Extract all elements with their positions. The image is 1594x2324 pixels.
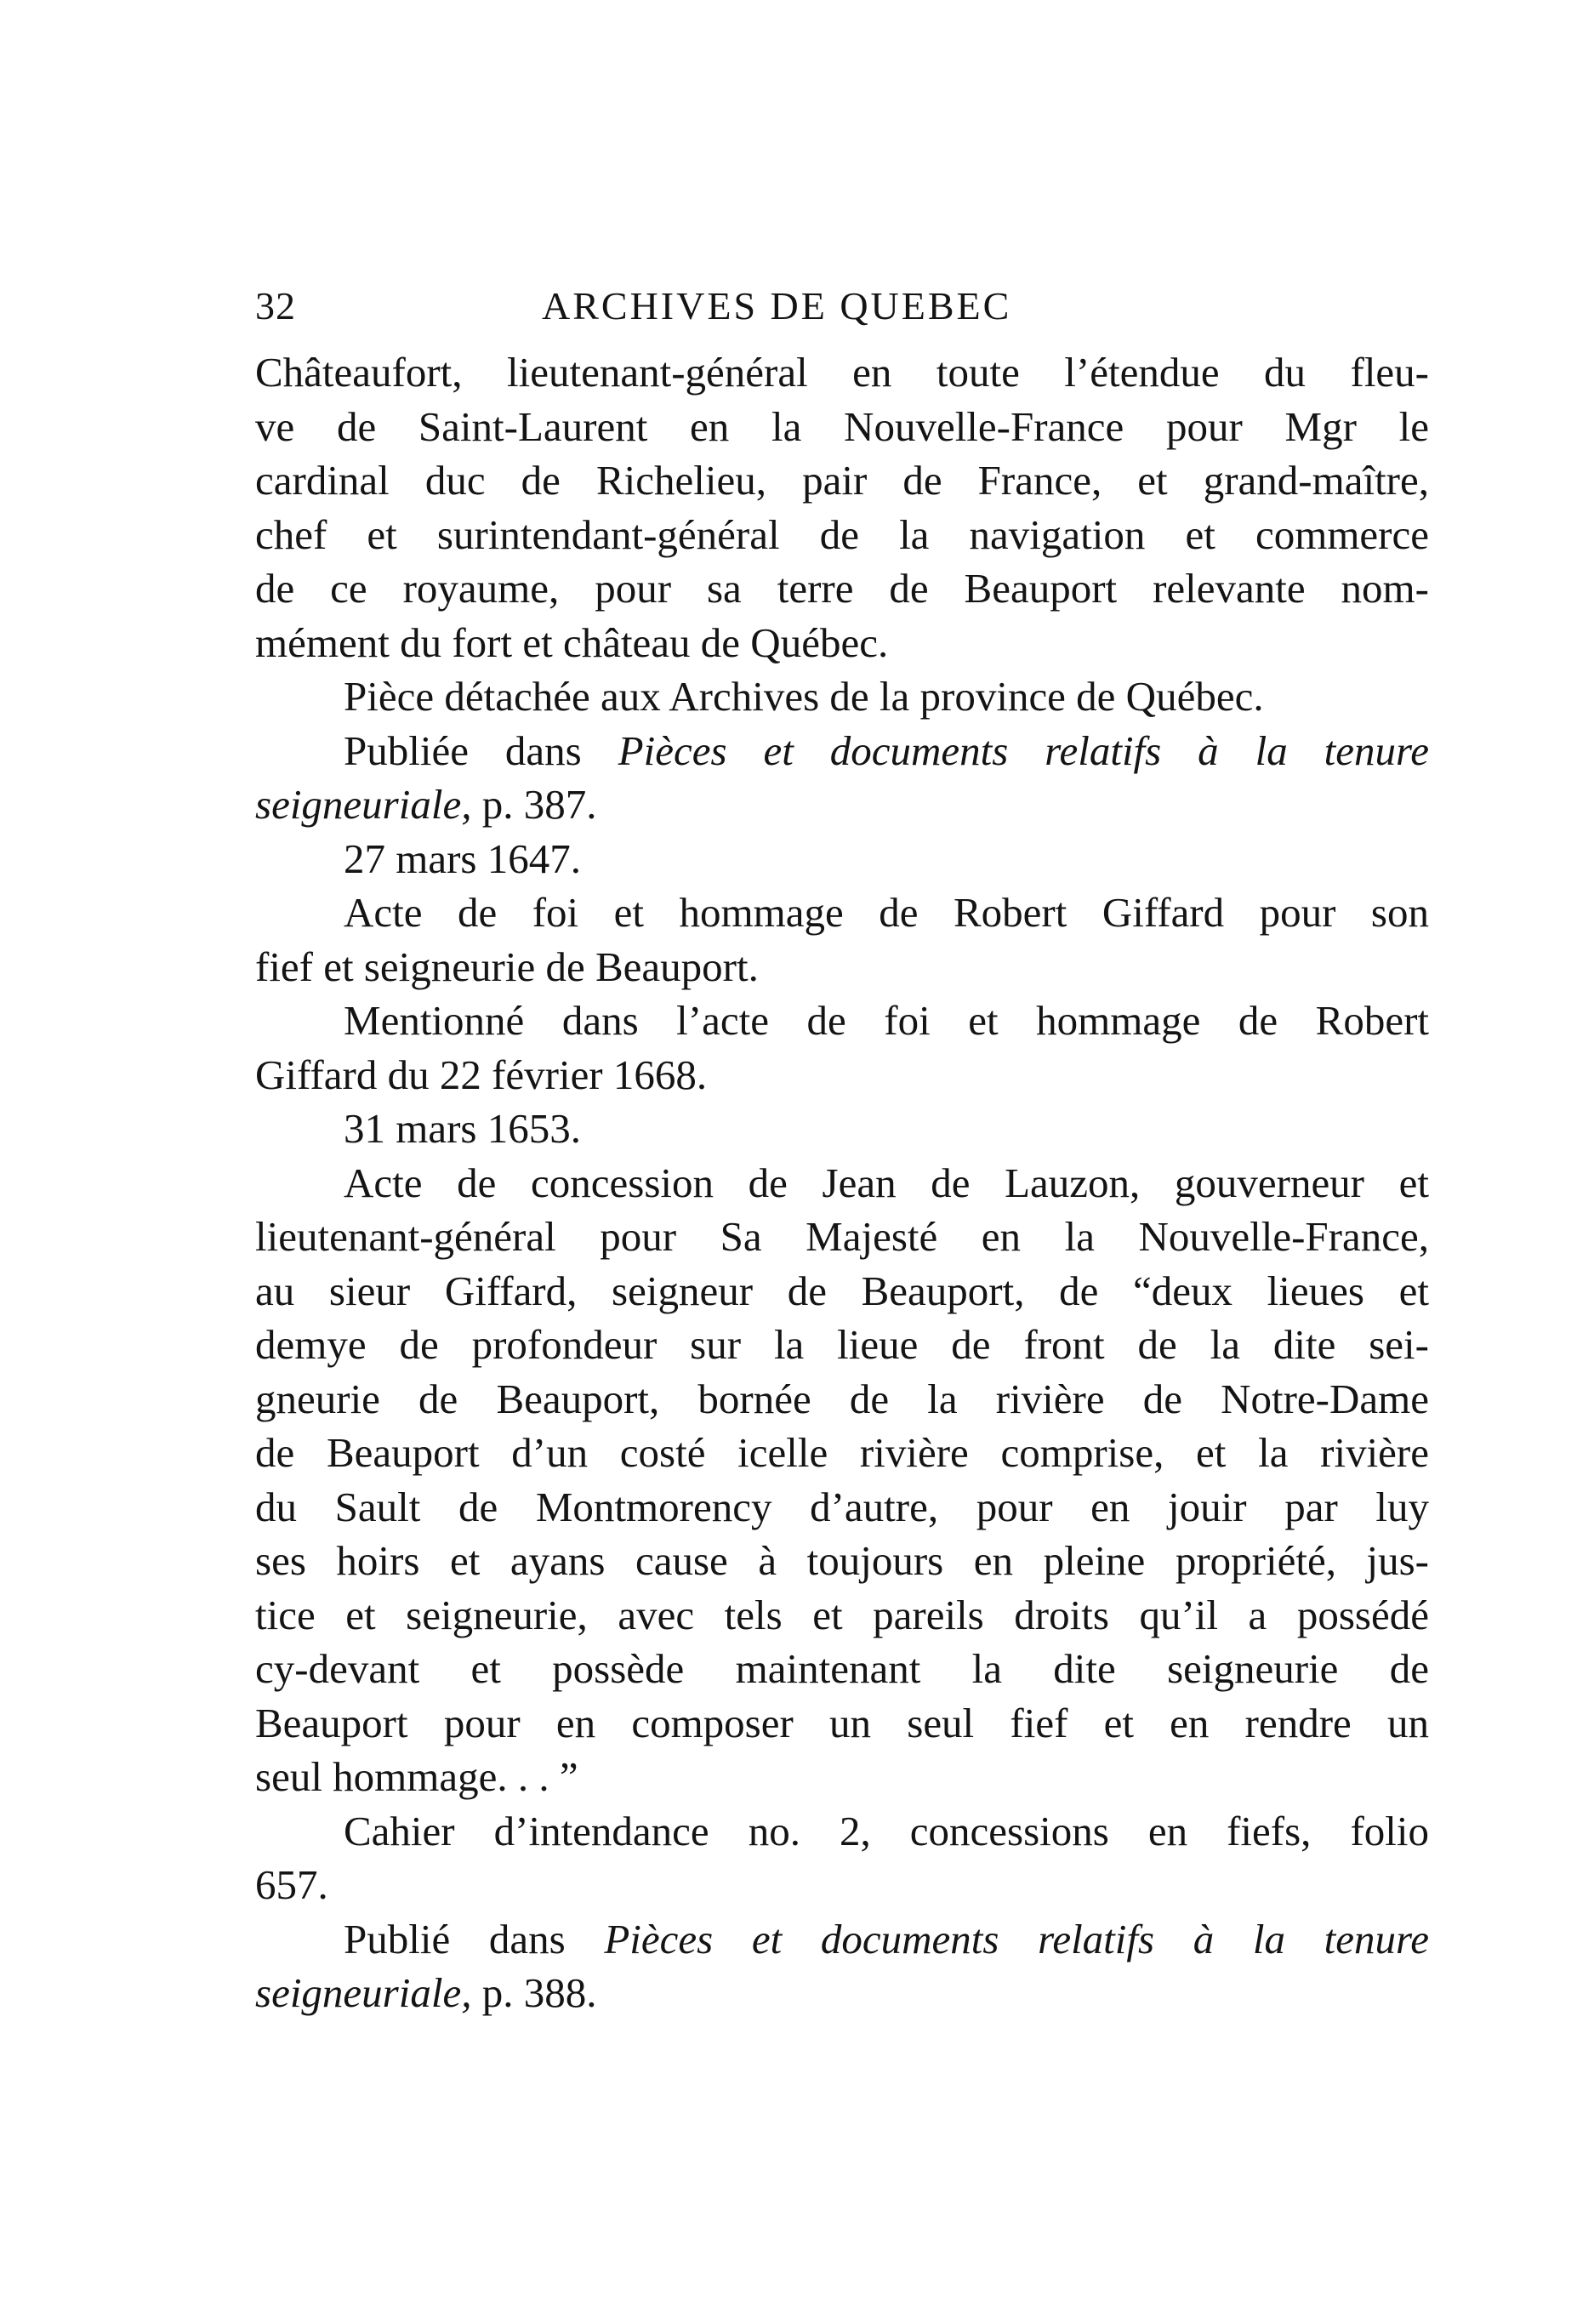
paragraph-mentionne <box>255 994 1429 1102</box>
paragraph-piece-detachee <box>255 669 1429 724</box>
text-line: de ce royaume, pour sa terre de Beauport relevante nom- <box>255 565 1429 612</box>
text-line: Giffard du 22 février 1668. <box>255 1051 708 1098</box>
text-line: cy-devant et possède maintenant la dite seigneurie de <box>255 1645 1429 1692</box>
paragraph-cahier-intendance <box>255 1804 1429 1912</box>
italic-title: Pièces et documents relatifs à la tenure <box>604 1915 1429 1962</box>
page-body <box>255 345 1429 2020</box>
text-line: seul hommage. . . ” <box>255 1753 578 1800</box>
text-line: demye de profondeur sur la lieue de front de la dite sei- <box>255 1321 1429 1368</box>
text-line: mément du fort et château de Québec. <box>255 618 889 666</box>
book-page <box>255 272 1429 2020</box>
text-line: du Sault de Montmorency d’autre, pour en jouir par luy <box>255 1483 1429 1530</box>
text-line: Acte de foi et hommage de Robert Giffard pour son <box>344 889 1429 936</box>
text-line <box>255 1966 1429 2020</box>
text-line: lieutenant-général pour Sa Majesté en la Nouvelle-France, <box>255 1213 1429 1260</box>
text-line: Beauport pour en composer un seul fief et en rendre un <box>255 1699 1429 1746</box>
text-line: au sieur Giffard, seigneur de Beauport, de “deux lieues et <box>255 1267 1429 1314</box>
text-line <box>255 724 1429 778</box>
text-line <box>255 778 1429 832</box>
paragraph-date-1653 <box>255 1102 1429 1156</box>
page-number: 32 <box>255 284 296 328</box>
text-line: Cahier d’intendance no. 2, concessions en fiefs, folio <box>344 1807 1429 1854</box>
text-line: ses hoirs et ayans cause à toujours en pleine propriété, jus- <box>255 1537 1429 1584</box>
text-line <box>255 1912 1429 1967</box>
date-line: 27 mars 1647. <box>344 834 581 882</box>
paragraph-chateaufort <box>255 345 1429 669</box>
text-run: Publiée dans <box>344 726 618 774</box>
text-run: p. 387. <box>471 781 597 828</box>
text-line: 657. <box>255 1861 328 1908</box>
paragraph-date-1647 <box>255 832 1429 886</box>
date-line: 31 mars 1653. <box>344 1105 581 1152</box>
paragraph-acte-concession <box>255 1156 1429 1804</box>
text-line: Pièce détachée aux Archives de la province de Québec. <box>344 673 1264 720</box>
text-line: gneurie de Beauport, bornée de la rivière de Notre-Dame <box>255 1375 1429 1422</box>
page-header <box>255 272 1429 340</box>
text-line: fief et seigneurie de Beauport. <box>255 943 759 990</box>
italic-title: seigneuriale, <box>255 1969 472 2016</box>
text-line: chef et surintendant-général de la navigation et commerce <box>255 510 1429 558</box>
paragraph-acte-foi <box>255 886 1429 994</box>
text-line: cardinal duc de Richelieu, pair de France, et grand-maître, <box>255 457 1429 504</box>
running-title: ARCHIVES DE QUEBEC <box>542 284 1012 328</box>
paragraph-publie-388 <box>255 1912 1429 2020</box>
paragraph-publiee-387 <box>255 724 1429 832</box>
text-line: de Beauport d’un costé icelle rivière comprise, et la rivière <box>255 1429 1429 1476</box>
text-line: Mentionné dans l’acte de foi et hommage de Robert <box>344 997 1429 1044</box>
text-line: Acte de concession de Jean de Lauzon, gouverneur et <box>344 1159 1429 1206</box>
italic-title: Pièces et documents relatifs à la tenure <box>618 726 1429 774</box>
text-run: p. 388. <box>471 1969 597 2016</box>
text-line: ve de Saint-Laurent en la Nouvelle-France pour Mgr le <box>255 402 1429 450</box>
text-line: tice et seigneurie, avec tels et pareils droits qu’il a possédé <box>255 1591 1429 1638</box>
italic-title: seigneuriale, <box>255 781 472 828</box>
text-line: Châteaufort, lieutenant-général en toute l’étendue du fleu- <box>255 349 1429 396</box>
text-run: Publié dans <box>344 1915 605 1962</box>
